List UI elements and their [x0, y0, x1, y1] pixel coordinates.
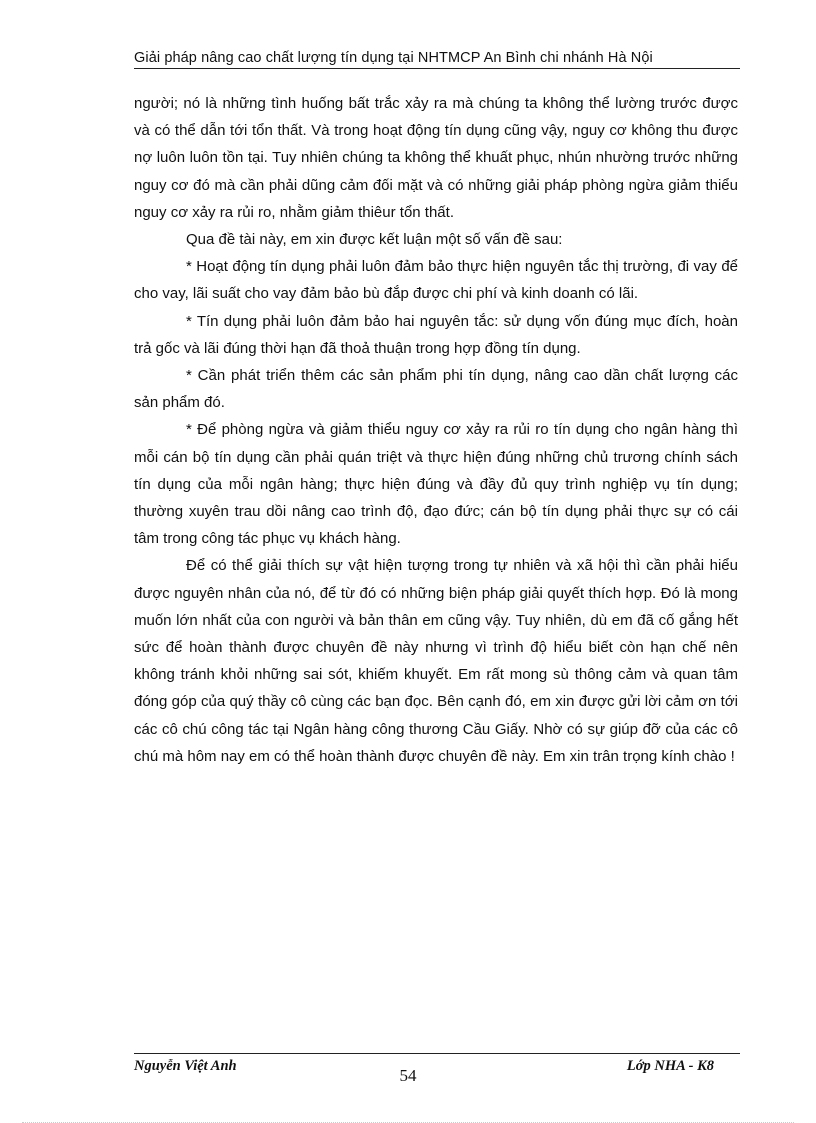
footer-class: Lớp NHA - K8	[626, 1058, 714, 1074]
paragraph-conclusion-intro: Qua đề tài này, em xin được kết luận một số vấn đề sau:	[186, 231, 563, 249]
paragraph-bullet-market-principle: * Hoạt động tín dụng phải luôn đảm bảo thực hiện nguyên tắc thị trường, đi vay để cho vay, lãi suất cho vay đảm bảo bù đắp được chi phí và kinh doanh có lãi.	[134, 258, 738, 303]
paragraph-bullet-non-credit-products: * Cần phát triển thêm các sản phẩm phi tín dụng, nâng cao dần chất lượng các sản phẩm đó.	[134, 367, 738, 412]
footer-rule	[134, 1053, 740, 1054]
paragraph-closing: Để có thể giải thích sự vật hiện tượng trong tự nhiên và xã hội thì cần phải hiểu được nguyên nhân của nó, để từ đó có những biện pháp giải quyết thích hợp. Đó là mong muốn lớn nhất của con người và bản thân em cũng vậy. Tuy nhiên, dù em đã cố gắng hết sức để hoàn thành được chuyên đề này nhưng vì trình độ hiểu biết còn hạn chế nên không tránh khỏi những sai sót, khiếm khuyết. Em rất mong sù thông cảm và quan tâm đóng góp của quý thầy cô cùng các bạn đọc. Bên cạnh đó, em xin được gửi lời cảm ơn tới các cô chú công tác tại Ngân hàng công thương Cầu Giấy. Nhờ có sự giúp đỡ của các cô chú mà hôm nay em có thể hoàn thành được chuyên đề này. Em xin trân trọng kính chào !	[134, 557, 738, 765]
header-rule	[134, 68, 740, 69]
footer-author: Nguyễn Việt Anh	[134, 1058, 237, 1074]
page-number: 54	[399, 1066, 417, 1085]
paragraph-bullet-risk-prevention: * Để phòng ngừa và giảm thiểu nguy cơ xảy ra rủi ro tín dụng cho ngân hàng thì mỗi cán bộ tín dụng cần phải quán triệt và thực hiện đúng những chủ trương chính sách tín dụng của mỗi ngân hàng; thực hiện đúng và đầy đủ quy trình nghiệp vụ tín dụng; thường xuyên trau dồi nâng cao trình độ, đạo đức; cán bộ tín dụng phải thực sự có cái tâm trong công tác phục vụ khách hàng.	[134, 421, 738, 548]
paragraph-bullet-two-principles: * Tín dụng phải luôn đảm bảo hai nguyên tắc: sử dụng vốn đúng mục đích, hoàn trả gốc và lãi đúng thời hạn đã thoả thuận trong hợp đồng tín dụng.	[134, 312, 738, 357]
running-header: Giải pháp nâng cao chất lượng tín dụng tại NHTMCP An Bình chi nhánh Hà Nội	[134, 50, 653, 66]
body-text	[134, 90, 738, 770]
paragraph-continuation: người; nó là những tình huống bất trắc xảy ra mà chúng ta không thể lường trước được và có thể dẫn tới tổn thất. Và trong hoạt động tín dụng cũng vậy, nguy cơ không thu được nợ luôn luôn tồn tại. Tuy nhiên chúng ta không thể khuất phục, nhún nhường trước những nguy cơ đó mà cần phải dũng cảm đối mặt và có những giải pháp phòng ngừa giảm thiểu nguy cơ xảy ra rủi ro, nhằm giảm thiêur tổn thất.	[134, 95, 738, 221]
